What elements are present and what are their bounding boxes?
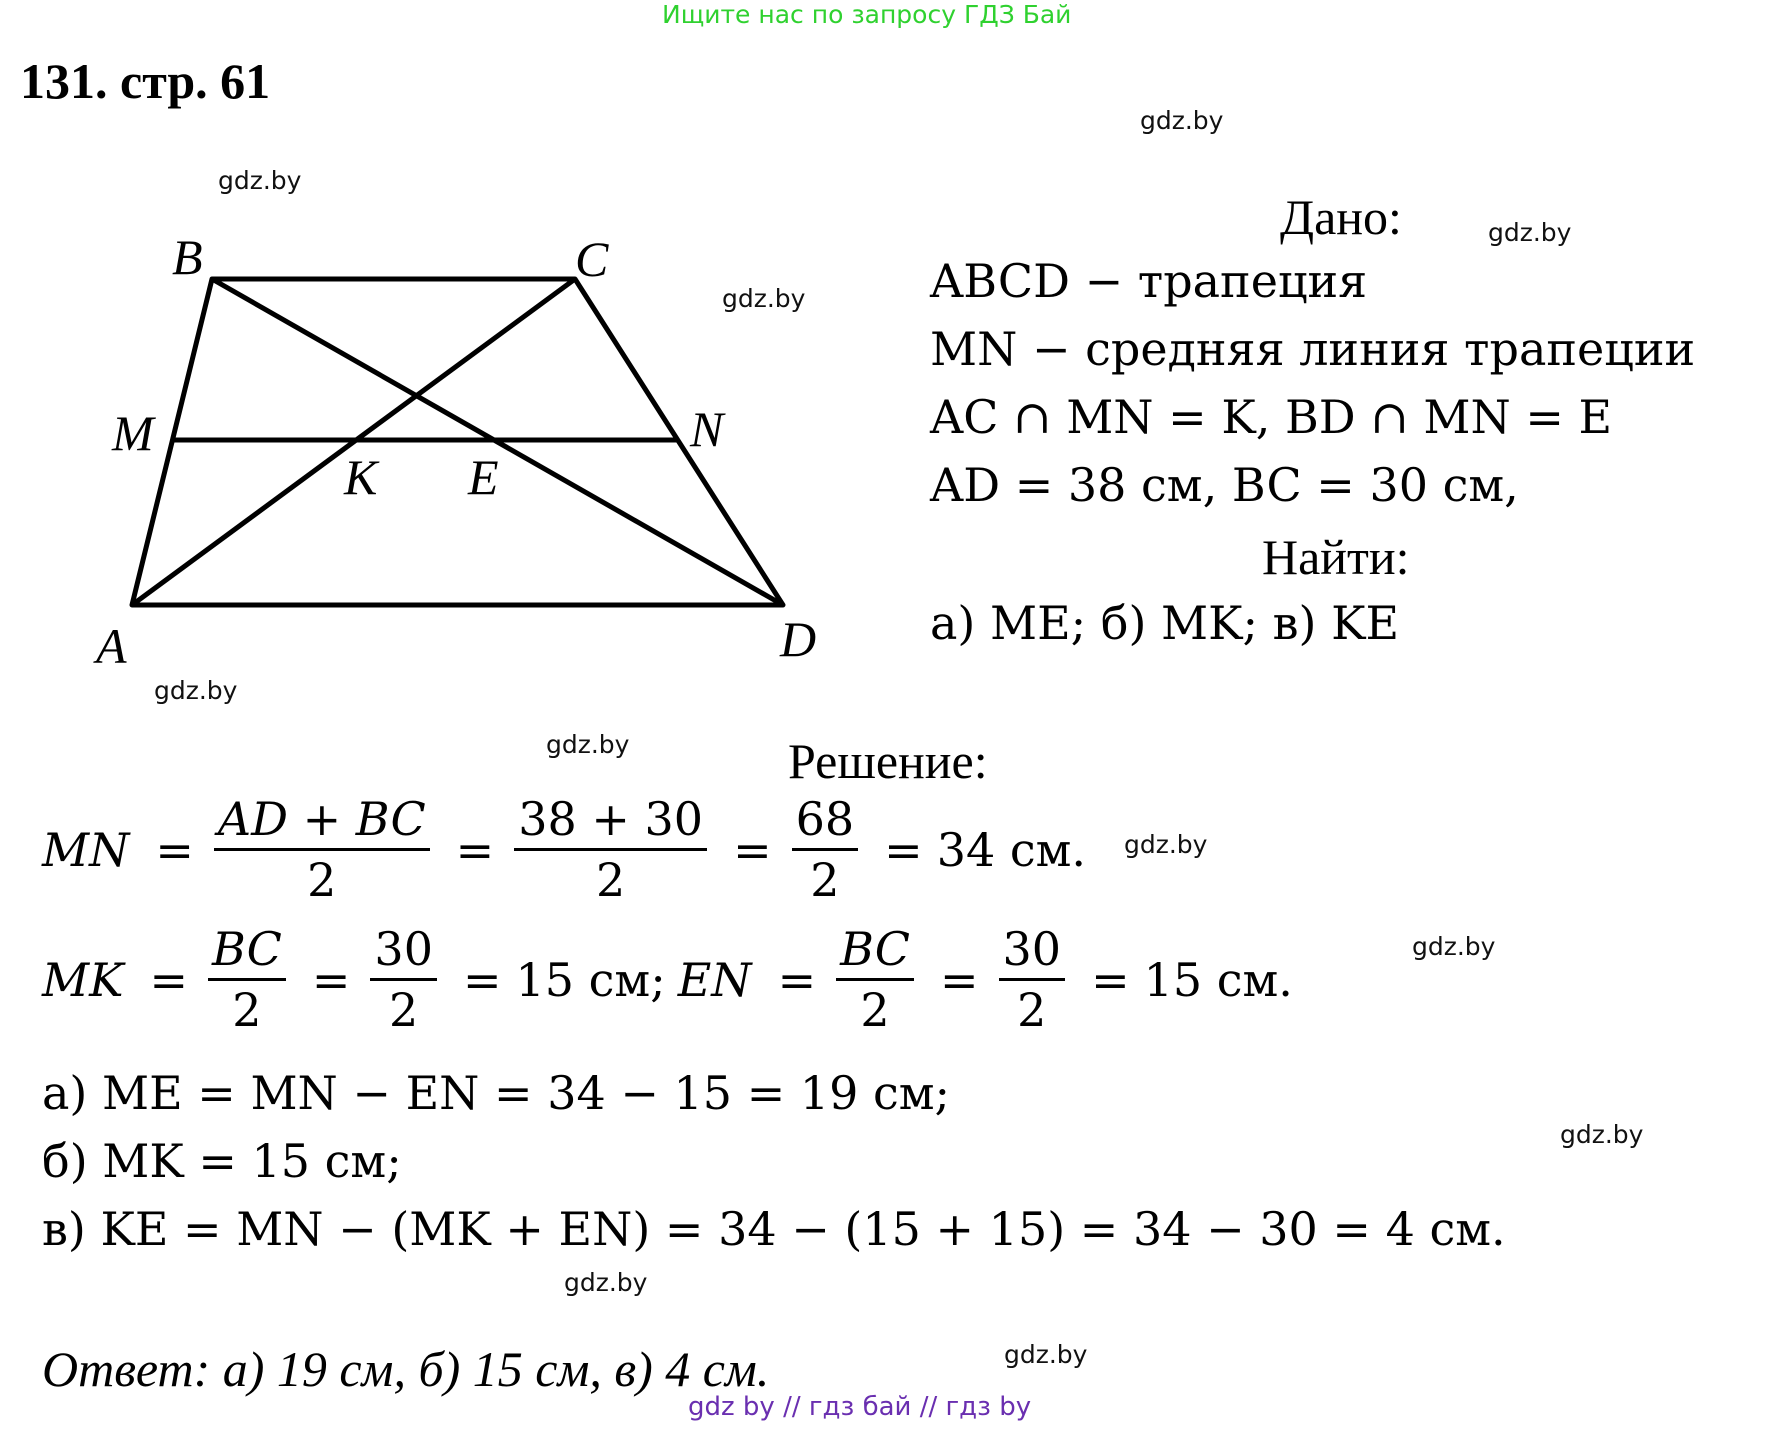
- point-label-e: E: [468, 449, 499, 505]
- equals-sign: =: [149, 952, 189, 1007]
- fraction: [514, 790, 707, 909]
- equals-sign: =: [311, 952, 351, 1007]
- watermark: gdz.by: [546, 730, 630, 759]
- equals-sign: =: [777, 952, 817, 1007]
- given-line: AD = 38 см, BC = 30 см,: [930, 458, 1519, 512]
- fraction: [214, 790, 430, 909]
- numerator: BC: [208, 920, 286, 981]
- denominator: 2: [1017, 983, 1047, 1037]
- equals-sign: =: [155, 822, 194, 877]
- mk-result: 15 см;: [515, 952, 666, 1007]
- trapezoid-figure: [0, 0, 900, 700]
- equation-mk-en: [42, 920, 1305, 1039]
- watermark: gdz.by: [1560, 1120, 1644, 1149]
- watermark: gdz.by: [722, 284, 806, 313]
- numerator: 38 + 30: [514, 790, 707, 851]
- numerator: 30: [370, 920, 437, 981]
- equals-sign: =: [455, 822, 495, 877]
- denominator: 2: [307, 853, 337, 907]
- point-label-c: C: [575, 231, 609, 287]
- denominator: 2: [595, 853, 626, 907]
- numerator: 68: [792, 790, 859, 851]
- denominator: 2: [860, 983, 890, 1037]
- point-label-n: N: [690, 401, 724, 457]
- fraction: [836, 920, 914, 1039]
- point-label-m: M: [112, 405, 154, 461]
- find-line: а) ME; б) MK; в) KE: [930, 596, 1400, 650]
- watermark: gdz.by: [1124, 830, 1208, 859]
- fraction: [999, 920, 1066, 1039]
- numerator: BC: [836, 920, 914, 981]
- watermark: gdz.by: [1488, 218, 1572, 247]
- solution-heading: Решение:: [788, 733, 988, 789]
- equals-sign: =: [462, 952, 502, 1007]
- solution-line-c: в) KE = MN − (MK + EN) = 34 − (15 + 15) = 34 − 30 = 4 см.: [42, 1202, 1506, 1256]
- answer-line: Ответ: а) 19 см, б) 15 см, в) 4 см.: [42, 1341, 770, 1397]
- point-label-a: A: [96, 618, 127, 674]
- fraction: [792, 790, 859, 909]
- find-heading: Найти:: [1262, 529, 1410, 585]
- watermark: gdz.by: [154, 676, 238, 705]
- point-label-b: B: [172, 229, 203, 285]
- denominator: 2: [389, 983, 419, 1037]
- mn-lhs: MN: [42, 822, 130, 877]
- fraction: [208, 920, 286, 1039]
- given-line: AC ∩ MN = K, BD ∩ MN = E: [930, 390, 1613, 444]
- given-heading: Дано:: [1280, 189, 1402, 245]
- en-lhs: EN: [677, 952, 752, 1007]
- watermark: gdz.by: [1004, 1340, 1088, 1369]
- mk-lhs: MK: [42, 952, 124, 1007]
- watermark: gdz.by: [1412, 932, 1496, 961]
- given-line: ABCD − трапеция: [930, 254, 1368, 308]
- search-banner: Ищите нас по запросу ГДЗ Бай: [662, 0, 1072, 29]
- solution-line-b: б) MK = 15 см;: [42, 1134, 402, 1188]
- watermark: gdz.by: [564, 1268, 648, 1297]
- denominator: 2: [232, 983, 262, 1037]
- equals-sign: =: [884, 822, 923, 877]
- denominator: 2: [810, 853, 840, 907]
- point-label-k: K: [344, 449, 378, 505]
- equals-sign: =: [939, 952, 979, 1007]
- equals-sign: =: [1091, 952, 1130, 1007]
- watermark: gdz.by: [218, 166, 302, 195]
- numerator: 30: [999, 920, 1066, 981]
- task-title: 131. стр. 61: [20, 53, 271, 109]
- point-label-d: D: [780, 611, 817, 667]
- footer-links: gdz by // гдз бай // гдз by: [688, 1392, 1032, 1422]
- equals-sign: =: [733, 822, 772, 877]
- mn-result: 34 см.: [936, 822, 1087, 877]
- watermark: gdz.by: [1140, 106, 1224, 135]
- equation-mn: [42, 790, 1098, 909]
- numerator: AD + BC: [214, 790, 430, 851]
- given-line: MN − средняя линия трапеции: [930, 322, 1696, 376]
- fraction: [370, 920, 437, 1039]
- solution-line-a: а) ME = MN − EN = 34 − 15 = 19 см;: [42, 1066, 951, 1120]
- en-result: 15 см.: [1143, 952, 1293, 1007]
